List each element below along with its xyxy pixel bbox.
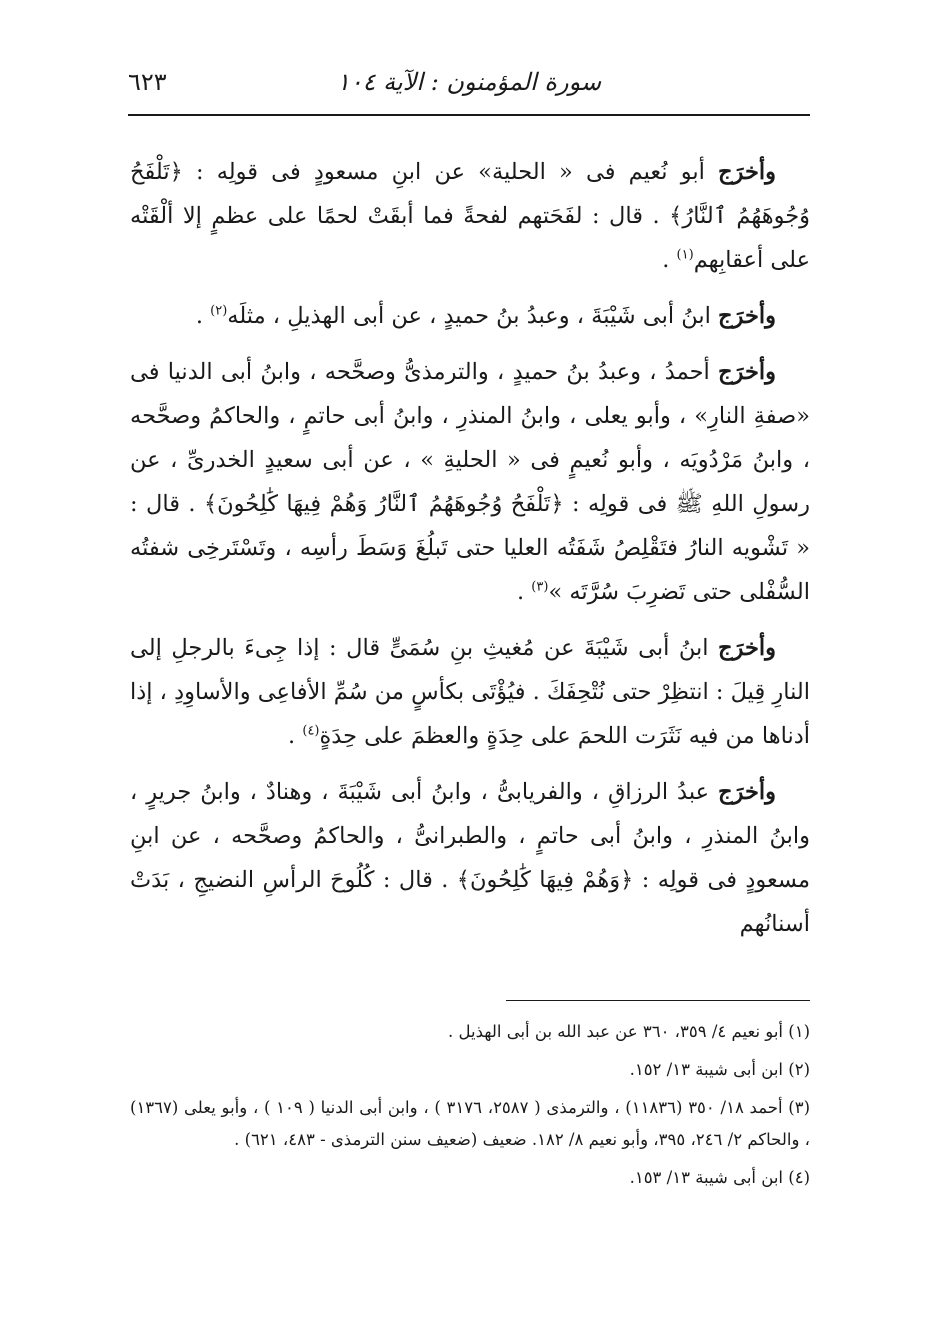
paragraph-2	[130, 294, 810, 338]
paragraph-1	[130, 150, 810, 282]
footnote-1: (١) أبو نعيم ٤/ ٣٥٩، ٣٦٠ عن عبد الله بن أبى الهذيل .	[448, 1022, 810, 1041]
paragraph-lead: وأخرَج	[718, 635, 776, 661]
footnote-ref[interactable]: (٤)	[302, 723, 320, 739]
paragraph-lead: وأخرَج	[718, 359, 776, 385]
paragraph-end: .	[195, 303, 211, 329]
footnote-3: (٣) أحمد ١٨/ ٣٥٠ (١١٨٣٦) ، والترمذى ( ٢٥٨٧، ٣١٧٦ ) ، وابن أبى الدنيا ( ١٠٩ ) ، وأبو يعلى (١٣٦٧) ، والحاكم ٢/ ٢٤٦، ٣٩٥، وأبو نعيم ٨/ ١٨٢. ضعيف (ضعيف سنن الترمذى - ٤٨٣، ٦٢١) .	[130, 1098, 810, 1149]
footnote-4: (٤) ابن أبى شيبة ١٣/ ١٥٣.	[629, 1168, 810, 1187]
paragraph-text: أبو نُعيم فى « الحلية» عن ابنِ مسعودٍ فى قولِه : ﴿تَلْفَحُ وُجُوهَهُمُ ٱلنَّارُ﴾ . قال : لفَحَتهم لفحةً فما أبقَتْ لحمًا على عظمٍ إلا ألْقَتْه على أعقابِهم	[130, 159, 810, 273]
paragraph-text: ابنُ أبى شَيْبَةَ عن مُغيثِ بنِ سُمَىٍّ قال : إذا جِىءَ بالرجلِ إلى النارِ قِيلَ : انتظِرْ حتى نُتْحِفَكَ . فيُؤْتَى بكأسٍ من سُمِّ الأفاعِى والأساوِدِ ، إذا أدناها من فيه نَثَرَت اللحمَ على حِدَةٍ والعظمَ على حِدَةٍ	[129, 635, 810, 749]
paragraph-lead: وأخرَج	[718, 779, 776, 805]
footnote-ref[interactable]: (٢)	[210, 303, 228, 319]
running-title: سورة المؤمنون : الآية ١٠٤	[336, 68, 602, 96]
footnote-ref[interactable]: (٣)	[531, 579, 549, 595]
paragraph-end: .	[516, 579, 532, 605]
paragraph-end: .	[662, 247, 677, 273]
paragraph-lead: وأخرَج	[718, 303, 776, 329]
footnote-divider	[506, 1000, 810, 1001]
footnote-ref[interactable]: (١)	[676, 247, 694, 263]
footnotes	[130, 1016, 810, 1200]
paragraph-3	[130, 350, 810, 614]
paragraph-lead: وأخرَج	[718, 159, 776, 185]
paragraph-text: ابنُ أبى شَيْبَةَ ، وعبدُ بنُ حميدٍ ، عن أبى الهذيلِ ، مثلَه	[227, 303, 719, 329]
body-text	[130, 150, 810, 958]
paragraph-end: .	[288, 723, 303, 749]
paragraph-text: عبدُ الرزاقِ ، والفريابىُّ ، وابنُ أبى شَيْبَةَ ، وهنادٌ ، وابنُ جريرٍ ، وابنُ المنذرِ ، وابنُ أبى حاتمٍ ، والطبرانىُّ ، والحاكمُ وصحَّحه ، عن ابنِ مسعودٍ فى قولِه : ﴿وَهُمْ فِيهَا كَٰلِحُونَ﴾ . قال : كُلُوحَ الرأسِ النضيجِ ، بَدَتْ أسنانُهم	[130, 779, 810, 937]
paragraph-4	[130, 626, 810, 758]
page-number: ٦٢٣	[128, 68, 167, 96]
footnote-2: (٢) ابن أبى شيبة ١٣/ ١٥٢.	[629, 1060, 810, 1079]
header-divider	[128, 114, 810, 116]
page-header	[128, 62, 810, 106]
paragraph-text: أحمدُ ، وعبدُ بنُ حميدٍ ، والترمذىُّ وصحَّحه ، وابنُ أبى الدنيا فى «صفةِ النارِ» ، وأبو يعلى ، وابنُ المنذرِ ، وابنُ أبى حاتمٍ ، والحاكمُ وصحَّحه ، وابنُ مَرْدُويَه ، وأبو نُعيمٍ فى « الحليةِ » ، عن أبى سعيدٍ الخدرىِّ ، عن رسولِ اللهِ ﷺ فى قولِه : ﴿تَلْفَحُ وُجُوهَهُمُ ٱلنَّارُ وَهُمْ فِيهَا كَٰلِحُونَ﴾ . قال : « تَشْويه النارُ فتَقْلِصُ شَفَتُه العليا حتى تَبلُغَ وَسَطَ رأسِه ، وتَسْتَرخِى شفتُه السُّفْلى حتى تَضرِبَ سُرَّتَه »	[130, 359, 810, 605]
paragraph-5	[130, 770, 810, 946]
